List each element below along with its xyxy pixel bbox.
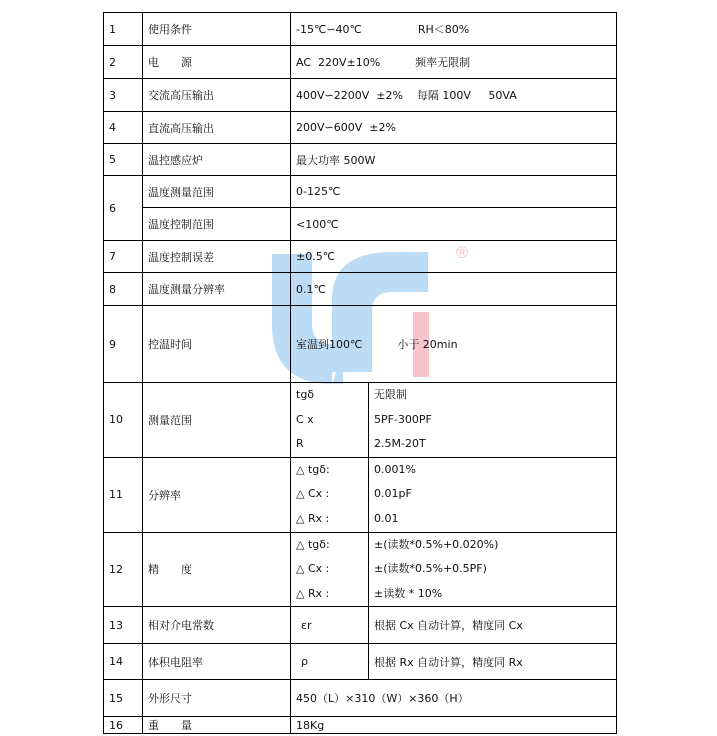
- row-number: 12: [104, 532, 143, 607]
- row-number: 5: [104, 144, 143, 176]
- item-value: 最大功率 500W: [291, 144, 617, 176]
- item-name: 电 源: [143, 46, 291, 79]
- table-row: [104, 532, 617, 607]
- value-line: 0.001%: [374, 462, 416, 476]
- row-number: 11: [104, 457, 143, 532]
- item-value: ±0.5℃: [291, 241, 617, 273]
- row-number: 15: [104, 680, 143, 717]
- row-number: 7: [104, 241, 143, 273]
- value-line: 2.5M-20T: [374, 437, 426, 450]
- item-value: 0.1℃: [291, 273, 617, 306]
- table-row: [104, 13, 617, 46]
- item-name: 交流高压输出: [143, 79, 291, 112]
- spec-table: [103, 12, 617, 734]
- item-name: 外形尺寸: [143, 680, 291, 717]
- table-row: [104, 383, 617, 458]
- item-value: 200V∽600V ±2%: [291, 112, 617, 144]
- value-line: ±(读数*0.5%+0.020%): [374, 537, 499, 551]
- row-number: 10: [104, 383, 143, 458]
- item-name: 使用条件: [143, 13, 291, 46]
- param-line: △ Cx :: [296, 562, 330, 575]
- table-row: [104, 607, 617, 644]
- value-line: 0.01pF: [374, 487, 412, 501]
- row-number: 9: [104, 306, 143, 383]
- row-number: 1: [104, 13, 143, 46]
- table-row: [104, 112, 617, 144]
- table-row: [104, 241, 617, 273]
- item-name: 相对介电常数: [143, 607, 291, 644]
- table-row: [104, 79, 617, 112]
- param-line: △ Rx :: [296, 586, 330, 600]
- table-row: [104, 717, 617, 734]
- item-value: 根据 Cx 自动计算，精度同 Cx: [369, 607, 617, 644]
- param-cell: [291, 532, 369, 607]
- item-name: 温控感应炉: [143, 144, 291, 176]
- row-number: 3: [104, 79, 143, 112]
- item-name: 分辨率: [143, 457, 291, 532]
- value-cell: [369, 457, 617, 532]
- param-cell: [291, 383, 369, 458]
- param-cell: ρ: [291, 644, 369, 680]
- row-number: 8: [104, 273, 143, 306]
- item-name: 温度控制误差: [143, 241, 291, 273]
- item-name: 温度测量分辨率: [143, 273, 291, 306]
- row-number: 13: [104, 607, 143, 644]
- param-line: △ tgδ:: [296, 537, 330, 551]
- param-cell: εr: [291, 607, 369, 644]
- param-line: △ tgδ:: [296, 462, 330, 476]
- table-row: [104, 680, 617, 717]
- item-value: <100℃: [291, 208, 617, 241]
- item-name: 精 度: [143, 532, 291, 607]
- param-line: △ Rx :: [296, 511, 330, 525]
- value-line: ±读数 * 10%: [374, 586, 443, 600]
- table-row: [104, 457, 617, 532]
- row-number: 4: [104, 112, 143, 144]
- item-value: 根据 Rx 自动计算，精度同 Rx: [369, 644, 617, 680]
- item-name: 测量范围: [143, 383, 291, 458]
- item-value: -15℃∽40℃ RH＜80%: [291, 13, 617, 46]
- row-number: 14: [104, 644, 143, 680]
- item-name: 控温时间: [143, 306, 291, 383]
- item-value: 18Kg: [291, 717, 617, 734]
- row-number: 16: [104, 717, 143, 734]
- param-line: tgδ: [296, 388, 315, 401]
- row-number: 2: [104, 46, 143, 79]
- item-name: 重 量: [143, 717, 291, 734]
- table-row: [104, 273, 617, 306]
- value-line: 无限制: [374, 388, 407, 401]
- param-cell: [291, 457, 369, 532]
- value-line: ±(读数*0.5%+0.5PF): [374, 562, 487, 575]
- table-row: [104, 306, 617, 383]
- param-line: △ Cx :: [296, 487, 330, 501]
- param-line: R: [296, 437, 304, 450]
- item-name: 直流高压输出: [143, 112, 291, 144]
- item-name: 体积电阻率: [143, 644, 291, 680]
- table-row: [104, 46, 617, 79]
- value-line: 5PF-300PF: [374, 412, 432, 426]
- table-row: [104, 176, 617, 208]
- row-number: 6: [104, 176, 143, 241]
- item-name: 温度测量范围: [143, 176, 291, 208]
- item-name: 温度控制范围: [143, 208, 291, 241]
- item-value: 450（L）×310（W）×360（H）: [291, 680, 617, 717]
- item-value: 0-125℃: [291, 176, 617, 208]
- table-row: [104, 144, 617, 176]
- value-cell: [369, 383, 617, 458]
- item-value: 室温到100℃ 小于 20min: [291, 306, 617, 383]
- param-line: C x: [296, 412, 314, 426]
- value-line: 0.01: [374, 511, 399, 525]
- table-row: [104, 644, 617, 680]
- table-row: [104, 208, 617, 241]
- item-value: AC 220V±10% 频率无限制: [291, 46, 617, 79]
- value-cell: [369, 532, 617, 607]
- item-value: 400V∽2200V ±2% 每隔 100V 50VA: [291, 79, 617, 112]
- registered-mark: ®: [454, 243, 470, 262]
